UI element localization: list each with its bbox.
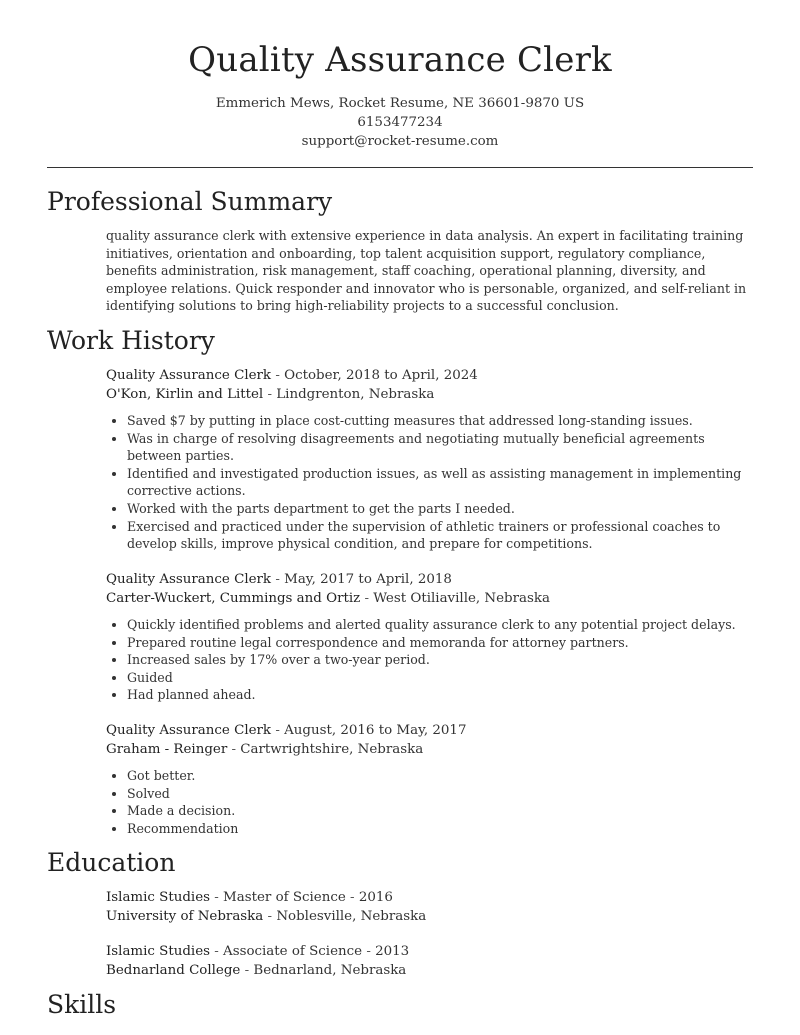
education-year: 2016 bbox=[358, 890, 393, 905]
job-bullet: • Made a decision. bbox=[127, 802, 756, 820]
section-title-education: Education bbox=[47, 848, 176, 877]
job-bullet: • Prepared routine legal correspondence and memoranda for attorney partners. bbox=[127, 634, 756, 652]
job-bullet: • Was in charge of resolving disagreements and negotiating mutually beneficial agreements between parties. bbox=[127, 430, 756, 465]
job-title-line bbox=[106, 721, 466, 740]
job-employer-line bbox=[106, 385, 478, 404]
job-title: Quality Assurance Clerk bbox=[106, 723, 272, 738]
education-entry bbox=[106, 942, 409, 980]
separator: - bbox=[362, 944, 376, 959]
job-title: Quality Assurance Clerk bbox=[106, 368, 272, 383]
candidate-name: Quality Assurance Clerk bbox=[188, 40, 612, 80]
job-title-line bbox=[106, 366, 478, 385]
job-dates: October, 2018 to April, 2024 bbox=[284, 368, 478, 383]
education-location: Noblesville, Nebraska bbox=[276, 909, 427, 924]
job-employer: O'Kon, Kirlin and Littel bbox=[106, 387, 264, 402]
job-location: West Otiliaville, Nebraska bbox=[373, 591, 550, 606]
separator: - bbox=[210, 944, 224, 959]
job-bullet-list bbox=[106, 616, 756, 704]
separator: - bbox=[360, 591, 374, 606]
education-location: Bednarland, Nebraska bbox=[253, 963, 407, 978]
section-title-work-history: Work History bbox=[47, 326, 215, 355]
job-title-line bbox=[106, 570, 550, 589]
job-heading bbox=[106, 366, 478, 404]
job-employer-line bbox=[106, 740, 466, 759]
education-school: University of Nebraska bbox=[106, 909, 264, 924]
separator: - bbox=[271, 572, 285, 587]
education-degree: Associate of Science bbox=[223, 944, 363, 959]
job-bullet-list bbox=[106, 767, 756, 837]
job-employer: Carter-Wuckert, Cummings and Ortiz bbox=[106, 591, 361, 606]
separator: - bbox=[227, 742, 241, 757]
job-bullet: • Had planned ahead. bbox=[127, 686, 756, 704]
contact-address: Emmerich Mews, Rocket Resume, NE 36601-9870 US bbox=[215, 96, 585, 111]
education-degree: Master of Science bbox=[223, 890, 346, 905]
education-field: Islamic Studies bbox=[106, 890, 210, 905]
job-bullet: • Identified and investigated production issues, as well as assisting management in implementing corrective actions. bbox=[127, 465, 756, 500]
separator: - bbox=[263, 387, 277, 402]
education-field: Islamic Studies bbox=[106, 944, 210, 959]
job-heading bbox=[106, 721, 466, 759]
job-location: Cartwrightshire, Nebraska bbox=[240, 742, 424, 757]
job-bullet-list bbox=[106, 412, 756, 553]
job-location: Lindgrenton, Nebraska bbox=[276, 387, 435, 402]
job-bullet: • Recommendation bbox=[127, 820, 756, 838]
contact-email: support@rocket-resume.com bbox=[301, 134, 499, 149]
education-degree-line bbox=[106, 888, 426, 907]
job-bullet: • Exercised and practiced under the supervision of athletic trainers or professional coaches to develop skills, improve physical condition, and prepare for competitions. bbox=[127, 518, 756, 553]
separator: - bbox=[271, 723, 285, 738]
job-dates: August, 2016 to May, 2017 bbox=[284, 723, 467, 738]
section-title-skills: Skills bbox=[47, 990, 117, 1019]
job-title: Quality Assurance Clerk bbox=[106, 572, 272, 587]
separator: - bbox=[271, 368, 285, 383]
job-bullet: • Increased sales by 17% over a two-year period. bbox=[127, 651, 756, 669]
job-heading bbox=[106, 570, 550, 608]
summary-text: quality assurance clerk with extensive experience in data analysis. An expert in facilitating training initiatives, orientation and onboarding, top talent acquisition support, regulatory compliance, benefits administration, risk management, staff coaching, operational planning, diversity, and employee relations. Quick responder and innovator who is personable, organized, and self-reliant in identifying solutions to bring high-reliability projects to a successful conclusion. bbox=[106, 228, 747, 314]
education-degree-line bbox=[106, 942, 409, 961]
header-divider bbox=[47, 167, 753, 168]
education-year: 2013 bbox=[375, 944, 410, 959]
education-school: Bednarland College bbox=[106, 963, 241, 978]
job-employer: Graham - Reinger bbox=[106, 742, 228, 757]
job-bullet: • Got better. bbox=[127, 767, 756, 785]
education-entry bbox=[106, 888, 426, 926]
job-bullet: • Worked with the parts department to get the parts I needed. bbox=[127, 500, 756, 518]
job-bullet: • Solved bbox=[127, 785, 756, 803]
separator: - bbox=[210, 890, 224, 905]
contact-phone: 6153477234 bbox=[357, 115, 443, 130]
job-employer-line bbox=[106, 589, 550, 608]
job-bullet: • Quickly identified problems and alerted quality assurance clerk to any potential project delays. bbox=[127, 616, 756, 634]
education-school-line bbox=[106, 961, 409, 980]
contact-block bbox=[0, 94, 800, 151]
separator: - bbox=[240, 963, 254, 978]
section-title-summary: Professional Summary bbox=[47, 187, 333, 216]
job-bullet: • Saved $7 by putting in place cost-cutting measures that addressed long-standing issues. bbox=[127, 412, 756, 430]
job-bullet: • Guided bbox=[127, 669, 756, 687]
job-dates: May, 2017 to April, 2018 bbox=[284, 572, 452, 587]
separator: - bbox=[345, 890, 359, 905]
separator: - bbox=[263, 909, 277, 924]
education-school-line bbox=[106, 907, 426, 926]
